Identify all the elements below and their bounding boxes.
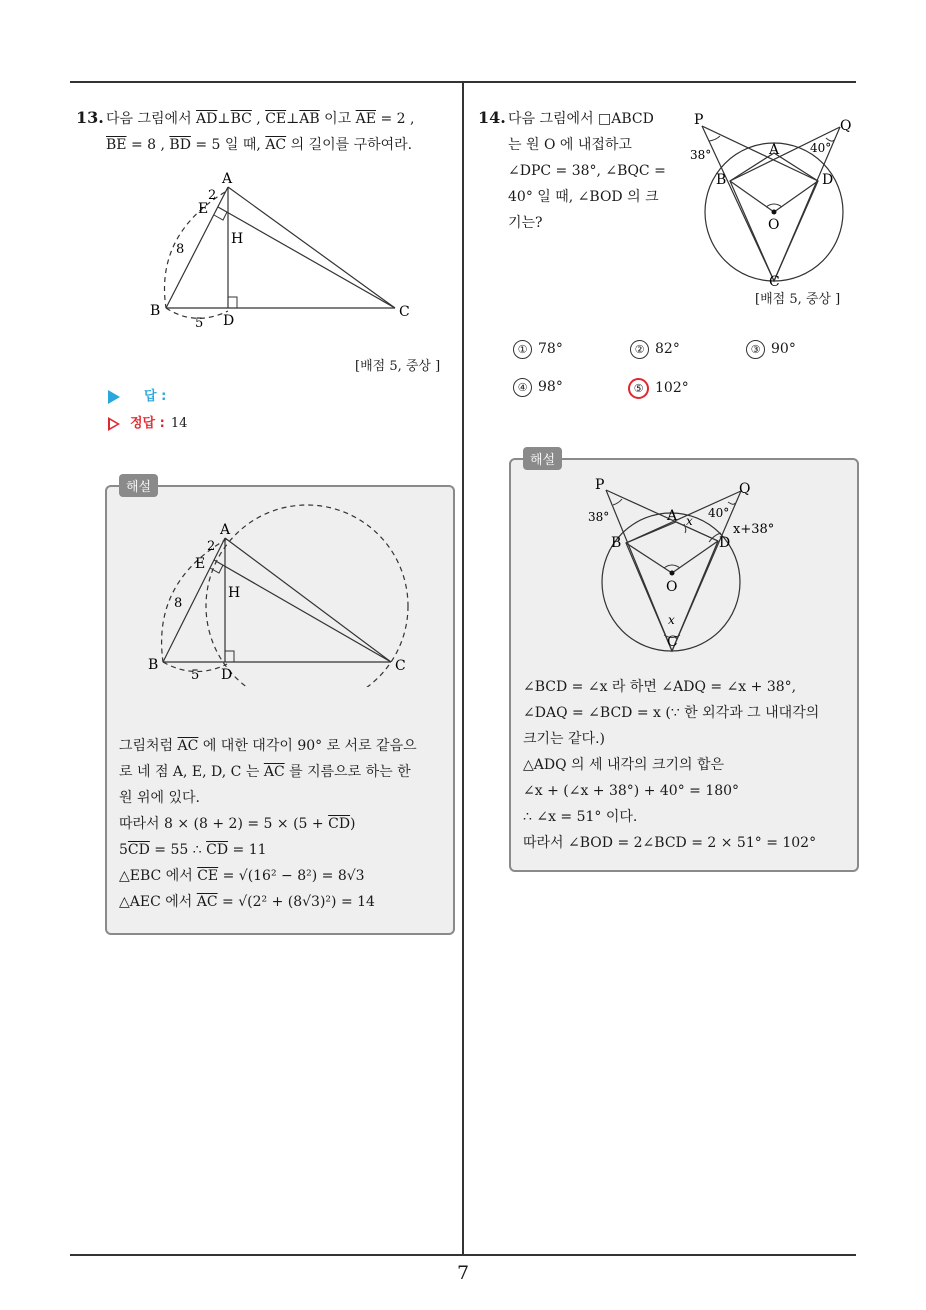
q14-sol-label-x-c: x xyxy=(668,613,675,627)
q14-line: ∠DPC = 38°, ∠BQC = xyxy=(508,163,666,179)
q14-solution-box xyxy=(509,458,859,872)
q14-sol-line: ∠BCD = ∠x 라 하면 ∠ADQ = ∠x + 38°, xyxy=(523,679,797,695)
q14-sol-label-a: A xyxy=(667,508,678,524)
q14-sol-label-x38: x+38° xyxy=(733,522,775,537)
q13-label-a: A xyxy=(222,171,233,187)
q14-sol-line: 크기는 같다.) xyxy=(523,731,605,747)
q13-solution-text xyxy=(119,733,449,915)
q13-sol-line: △EBC 에서 $\overline{CE} = √(16^2 - 8^2) = 8√3$ xyxy=(119,868,365,884)
q13-meta: [배점 5, 중상 ] xyxy=(355,359,441,374)
q14-angle-bod xyxy=(766,204,782,207)
q14-sol-angle-q xyxy=(728,502,735,504)
q13-sol-label-bd: 5 xyxy=(191,668,200,683)
q13-label-be: 8 xyxy=(176,242,185,257)
q13-right-angle-e xyxy=(214,212,227,220)
q13-solution-box xyxy=(105,485,455,935)
q14-sol-label-angle-p: 38° xyxy=(588,510,610,524)
q13-correct-value: 14 xyxy=(170,416,188,431)
q13-sol-label-be: 8 xyxy=(174,596,183,611)
q14-center-dot xyxy=(772,210,777,215)
q14-sol-label-b: B xyxy=(611,535,622,551)
q14-label-b: B xyxy=(716,172,727,188)
play-outline-icon xyxy=(108,417,120,431)
q14-number: 14. xyxy=(478,108,506,127)
q14-label-c: C xyxy=(769,274,780,288)
bottom-rule xyxy=(70,1254,856,1256)
q13-label-h: H xyxy=(231,231,244,247)
q13-sol-label-h: H xyxy=(228,585,241,601)
q14-sol-line: ∴ ∠x = 51° 이다. xyxy=(523,809,638,825)
q13-sol-side-ab xyxy=(163,538,225,662)
q13-sol-label-ae: 2 xyxy=(207,539,216,554)
q14-solution-text xyxy=(523,674,853,856)
q14-sol-line: ∠DAQ = ∠BCD = x (∵ 한 외각과 그 내대각의 xyxy=(523,705,820,721)
q14-sol-line: ∠x + (∠x + 38°) + 40° = 180° xyxy=(523,783,740,799)
q14-solution-diagram xyxy=(581,475,801,655)
q13-sol-right-angle-d xyxy=(225,651,234,662)
q13-solution-diagram xyxy=(137,502,437,687)
q13-label-e: E xyxy=(198,201,209,217)
q14-sol-angle-p xyxy=(613,499,622,505)
q14-line-pc xyxy=(702,126,774,281)
q13-correct-label: 정답 : xyxy=(130,416,165,431)
q14-sol-label-q: Q xyxy=(739,481,751,497)
q13-sol-label-d: D xyxy=(221,667,233,683)
q14-text xyxy=(508,106,673,236)
q14-label-p: P xyxy=(694,112,704,128)
q14-option-2[interactable]: ② 82° xyxy=(630,340,680,359)
q14-solution-tag: 해설 xyxy=(523,447,562,470)
q13-sol-line: 로 네 점 A, E, D, C 는 $\overline{AC}$ 를 지름으로 하는 한 xyxy=(119,764,411,780)
q14-label-o: O xyxy=(768,217,780,233)
q13-sol-line: △AEC 에서 $\overline{AC} = √(2^2 + (8√3)^2) = 14$ xyxy=(119,894,375,910)
q14-angle-p xyxy=(709,136,720,141)
q13-label-bd: 5 xyxy=(195,316,204,331)
q14-line: 는 원 O 에 내접하고 xyxy=(508,137,632,153)
q14-sol-label-p: P xyxy=(595,477,605,493)
q13-line2: $\overline{BE} = 8$ , $\overline{BD} = 5$ 일 때, $\overline{AC}$ 의 길이를 구하여라. xyxy=(106,137,413,153)
q13-number: 13. xyxy=(76,108,104,127)
q14-sol-angle-bod xyxy=(664,565,680,568)
q14-meta: [배점 5, 중상 ] xyxy=(755,292,841,307)
q14-label-a: A xyxy=(769,142,780,158)
q14-option-4[interactable]: ④ 98° xyxy=(513,378,563,397)
q13-sol-label-c: C xyxy=(395,658,406,674)
q13-sol-line: 그림처럼 $\overline{AC}$ 에 대한 대각이 90° 로 서로 같음으 xyxy=(119,738,417,754)
q14-sol-line: △ADQ 의 세 내각의 크기의 합은 xyxy=(523,757,725,773)
q13-label-d: D xyxy=(223,313,235,329)
q14-sol-label-d: D xyxy=(719,535,731,551)
correct-mark-icon: ⑤ xyxy=(628,378,649,399)
q14-sol-label-o: O xyxy=(666,579,678,595)
q14-label-d: D xyxy=(822,172,834,188)
q14-label-angle-p: 38° xyxy=(690,148,712,162)
q13-sol-label-a: A xyxy=(220,522,231,538)
q13-solution-tag: 해설 xyxy=(119,474,158,497)
q14-sol-center-dot xyxy=(670,571,675,576)
q13-label-c: C xyxy=(399,304,410,320)
q13-altitude-ce xyxy=(218,207,395,308)
q13-diagram xyxy=(140,165,420,335)
page-number: 7 xyxy=(456,1262,470,1284)
q13-side-ac xyxy=(228,187,395,308)
q14-sol-line-qc xyxy=(672,491,741,651)
q14-option-5[interactable]: ⑤ 102° xyxy=(628,378,689,399)
q14-sol-line: 따라서 ∠BOD = 2∠BCD = 2 × 51° = 102° xyxy=(523,835,817,851)
q13-answer-label: 답 : xyxy=(144,389,167,404)
q13-answer-row xyxy=(108,385,166,404)
q13-text xyxy=(106,106,458,158)
q14-sol-label-angle-q: 40° xyxy=(708,506,730,520)
q14-line: 40° 일 때, ∠BOD 의 크 xyxy=(508,189,659,205)
q13-sol-altitude-ce xyxy=(214,560,391,662)
q13-sol-line: $5\overline{CD} = 55$ ∴ $\overline{CD} = 11$ xyxy=(119,842,267,858)
play-icon xyxy=(108,390,120,404)
q14-label-q: Q xyxy=(840,118,852,134)
q14-line: 기는? xyxy=(508,215,543,231)
q13-sol-line: 원 위에 있다. xyxy=(119,790,200,806)
q13-correct-row xyxy=(108,412,187,431)
q14-line: 다음 그림에서 □ABCD xyxy=(508,111,654,127)
q14-label-angle-q: 40° xyxy=(810,141,832,155)
column-divider xyxy=(462,83,464,1255)
q13-label-b: B xyxy=(150,303,161,319)
q13-right-angle-d xyxy=(228,297,237,308)
q14-diagram xyxy=(688,110,863,288)
q13-sol-side-ac xyxy=(225,538,391,662)
q14-sol-label-x-a: x xyxy=(686,514,693,528)
q14-option-1[interactable]: ① 78° xyxy=(513,340,563,359)
q13-label-ae: 2 xyxy=(208,188,217,203)
q13-sol-line: 따라서 $8 \times (8 + 2) = 5 \times (5 + \overline{CD})$ xyxy=(119,816,356,832)
q13-line1: 다음 그림에서 $\overline{AD}\perp\overline{BC}$ , $\overline{CE}\perp\overline{AB}$ 이고 $\overline{AE} = 2$ , xyxy=(106,111,415,127)
q14-sol-label-c: C xyxy=(667,634,678,650)
q13-sol-label-b: B xyxy=(148,657,159,673)
q13-sol-label-e: E xyxy=(195,556,206,572)
q14-option-3[interactable]: ③ 90° xyxy=(746,340,796,359)
